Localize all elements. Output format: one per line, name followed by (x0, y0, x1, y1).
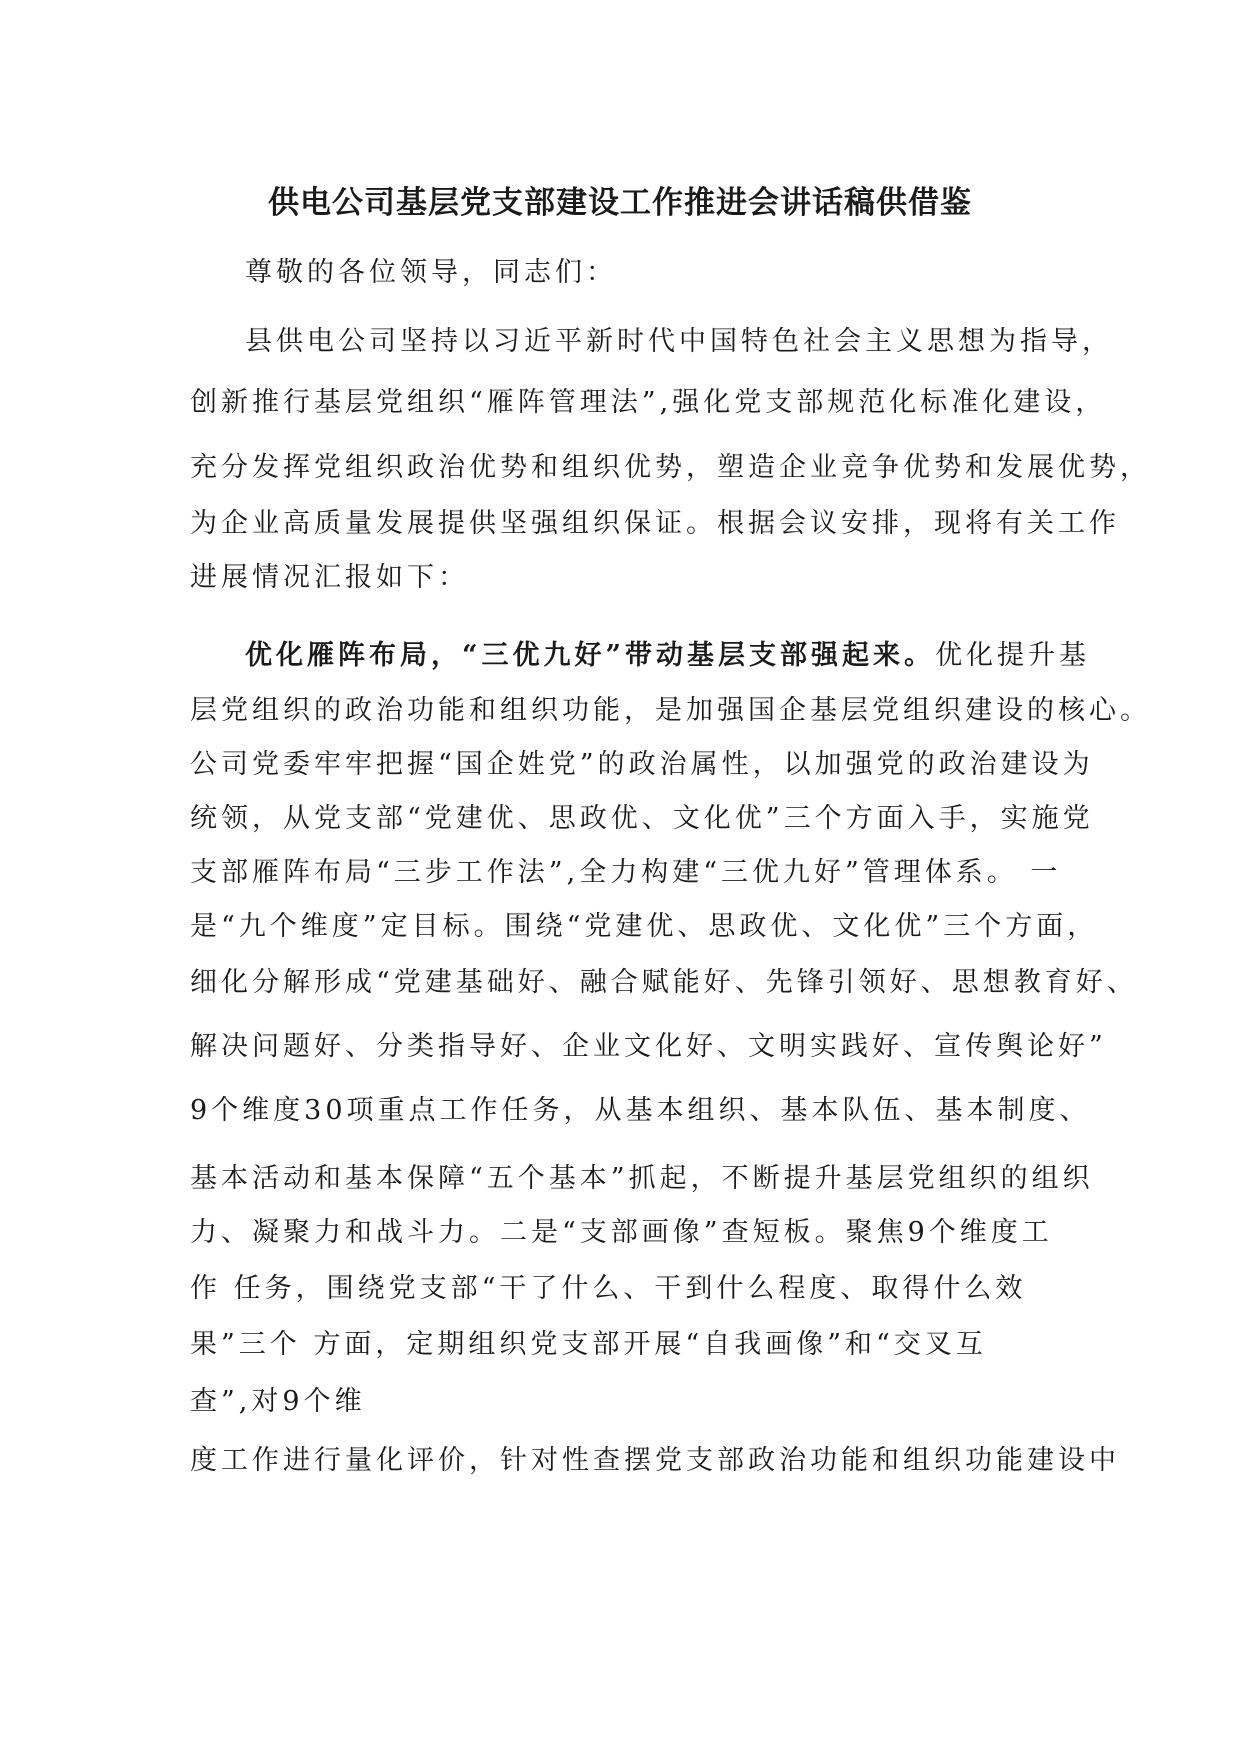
paragraph-line: 为企业高质量发展提供坚强组织保证。根据会议安排，现将有关工作 (190, 508, 1120, 539)
paragraph-line: 进展情况汇报如下： (190, 562, 469, 593)
paragraph-line: 是“九个维度”定目标。围绕“党建优、思政优、文化优”三个方面， (190, 911, 1099, 942)
paragraph-line: 细化分解形成“党建基础好、融合赋能好、先锋引领好、思想教育好、 (190, 967, 1138, 998)
paragraph-line: 创新推行基层党组织“雁阵管理法”,强化党支部规范化标准化建设， (190, 387, 1107, 418)
paragraph-text: 优化提升基 (935, 640, 1091, 671)
paragraph-line: 解决问题好、分类指导好、企业文化好、文明实践好、宣传舆论好” (190, 1031, 1107, 1062)
paragraph-line: 基本活动和基本保障“五个基本”抓起，不断提升基层党组织的组织 (190, 1163, 1094, 1194)
paragraph-line: 县供电公司坚持以习近平新时代中国特色社会主义思想为指导， (245, 326, 1113, 357)
paragraph-line: 公司党委牢牢把握“国企姓党”的政治属性，以加强党的政治建设为 (190, 749, 1094, 780)
paragraph-line: 力、凝聚力和战斗力。二是“支部画像”查短板。聚焦9个维度工 (190, 1217, 1053, 1248)
paragraph-line: 层党组织的政治功能和组织功能，是加强国企基层党组织建设的核心。 (190, 695, 1151, 726)
paragraph-line: 统领，从党支部“党建优、思政优、文化优”三个方面入手，实施党 (190, 803, 1094, 834)
paragraph-line: 果”三个 方面，定期组织党支部开展“自我画像”和“交叉互 (190, 1329, 987, 1360)
paragraph-line: 作 任务，围绕党支部“干了什么、干到什么程度、取得什么效 (190, 1273, 1027, 1304)
paragraph-line: 充分发挥党组织政治优势和组织优势，塑造企业竞争优势和发展优势， (190, 452, 1151, 483)
paragraph-line: 度工作进行量化评价，针对性查摆党支部政治功能和组织功能建设中 (190, 1445, 1120, 1476)
document-title: 供电公司基层党支部建设工作推进会讲话稿供借鉴 (268, 185, 972, 221)
section-heading-line (245, 638, 1090, 674)
paragraph-line: 支部雁阵布局“三步工作法”,全力构建“三优九好”管理体系。 一 (190, 857, 1062, 888)
section-heading: 优化雁阵布局，“三优九好”带动基层支部强起来。 (245, 640, 936, 671)
paragraph-line: 9个维度30项重点工作任务，从基本组织、基本队伍、基本制度、 (190, 1095, 1091, 1126)
greeting: 尊敬的各位领导，同志们： (245, 257, 617, 288)
paragraph-line: 查”,对9个维 (190, 1386, 366, 1417)
